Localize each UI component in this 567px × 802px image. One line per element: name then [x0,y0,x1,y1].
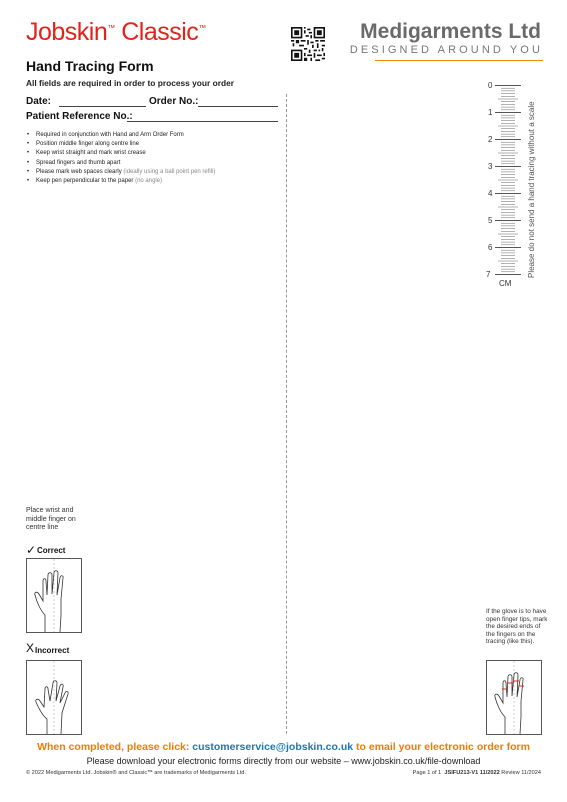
page-info [413,770,541,776]
tagline-rule [375,60,543,61]
copyright: © 2022 Medigarments Ltd. Jobskin® and Classic™ are trademarks of Medigarments Ltd. [26,770,246,776]
form-title: Hand Tracing Form [26,58,154,74]
hand-outline-icon [27,661,81,734]
page-number: Page 1 of 1 [412,770,442,776]
instruction-item: • Please mark web spaces clearly (ideally using a ball point pen refill) [36,168,215,177]
ruler-label: 0 [488,81,493,90]
ruler-label: 2 [488,135,493,144]
jobskin-classic-logo: Jobskin™ Classic™ [26,18,206,46]
ruler-unit: CM [499,279,512,288]
download-instruction: Please download your electronic forms directly from our website – www.jobskin.co.uk/file-download [86,756,481,766]
instructions-list [26,131,215,186]
ruler-label: 4 [488,189,493,198]
placement-hint: Place wrist and middle finger on centre line [26,507,76,531]
ruler-label-7: 7 [486,270,491,279]
email-link[interactable]: customerservice@jobskin.co.uk [192,741,354,753]
centre-line [286,94,287,734]
order-number-label: Order No.: [149,96,199,107]
open-finger-example [486,660,542,735]
cross-icon: X [26,641,35,655]
instruction-item: • Keep wrist straight and mark wrist crease [36,149,215,158]
order-number-field[interactable] [198,106,278,107]
date-label: Date: [26,96,52,107]
logo-suffix: Classic [121,18,199,46]
instruction-note: (ideally using a ball point pen refill) [123,168,216,175]
incorrect-hand-example [26,660,82,735]
correct-label: Correct [37,546,66,555]
ruler-label: 1 [488,108,493,117]
qr-code-icon [291,27,325,61]
patient-reference-label: Patient Reference No.: [26,111,133,122]
ruler-label: 6 [488,243,493,252]
form-subtitle: All fields are required in order to process your order [26,78,235,88]
instruction-item: • Required in conjunction with Hand and Arm Order Form [36,131,215,140]
correct-hand-example [26,558,82,633]
email-instruction: When completed, please click: customerservice@jobskin.co.uk to email your electronic order form [37,741,530,753]
company-name: Medigarments Ltd [360,20,541,43]
form-code: JSIFU213-V1 11/2022 [444,770,500,776]
incorrect-label: Incorrect [35,646,70,655]
review-date: Review 11/2024 [501,770,541,776]
instruction-item: • Spread fingers and thumb apart [36,159,215,168]
instruction-item: • Keep pen perpendicular to the paper (no angle) [36,177,215,186]
instruction-item: • Position middle finger along centre line [36,140,215,149]
ruler-label: 3 [488,162,493,171]
check-icon: ✓ [26,543,37,557]
open-finger-note: If the glove is to have open finger tips, mark the desired ends of the fingers on the tracing (like this). [486,608,548,646]
logo-tm: ™ [107,23,115,33]
instruction-note: (no angle) [135,178,163,185]
logo-brand: Jobskin [26,18,108,46]
hand-outline-icon [487,661,541,734]
hand-outline-icon [27,559,81,632]
date-field[interactable] [59,106,146,107]
cm-scale-ruler [488,81,521,275]
scale-warning: Please do not send a hand tracing without a scale [527,101,536,278]
ruler-label: 5 [488,216,493,225]
company-tagline: DESIGNED AROUND YOU [349,44,543,56]
patient-reference-field[interactable] [127,121,278,122]
